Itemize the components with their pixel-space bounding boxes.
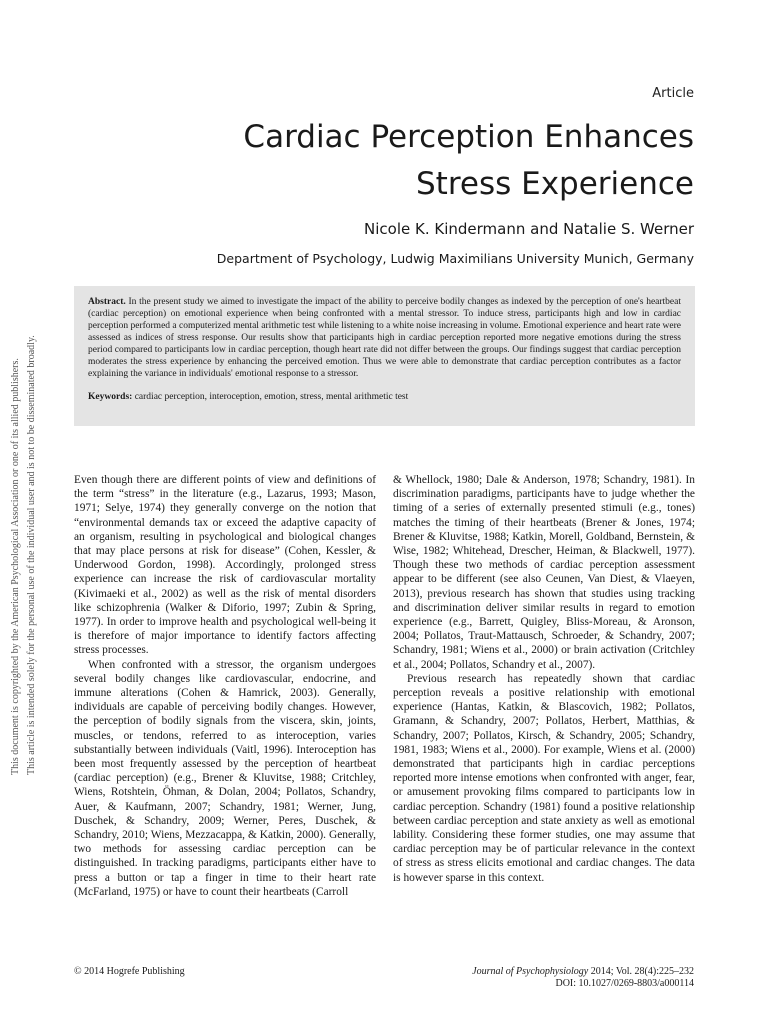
keywords-label: Keywords: bbox=[88, 392, 133, 402]
footer-journal-line bbox=[472, 966, 694, 978]
article-title bbox=[94, 114, 694, 208]
side-notice-line-2: This article is intended solely for the personal use of the individual user and is not to be disseminated broadly. bbox=[26, 335, 37, 775]
affiliation: Department of Psychology, Ludwig Maximilians University Munich, Germany bbox=[216, 251, 694, 266]
body-paragraph: When confronted with a stressor, the organism undergoes several bodily changes like cardiovascular, endocrine, and immune alterations (Cohen & Hamrick, 2003). Generally, individuals are capable of perceiving bodily changes. However, the perception of bodily signals from the viscera, skin, joints, muscles, or tendons, referred to as interoception, varies substantially between individuals (Vaitl, 1996). Interoception has been most frequently assessed by the perception of heartbeat (cardiac perception) (e.g., Brener & Kluvitse, 1988; Critchley, Wiens, Rotshtein, Öhman, & Dolan, 2004; Pollatos, Schandry, Auer, & Kaufmann, 2007; Schandry, 1981; Werner, Jung, Duschek, & Schandry, 2009; Werner, Peres, Duschek, & Schandry, 2010; Wiens, Mezzacappa, & Katkin, 2000). Generally, two methods for assessing cardiac perception can be distinguished. In tracking paradigms, participants either have to press a button or tap a finger in time to their heart rate (McFarland, 1975) or have to count their heartbeats (Carroll bbox=[74, 658, 376, 898]
journal-volume: 2014; Vol. 28(4):225–232 bbox=[588, 966, 694, 977]
abstract-text: In the present study we aimed to investigate the impact of the ability to perceive bodily changes as indexed by the perception of one's heartbeat (cardiac perception) on emotional experience when being confronted with a mental stressor. To induce stress, participants high and low in cardiac perception performed a computerized mental arithmetic test while listening to a white noise increasing in volume. Emotional experience and heart rate were assessed as indices of stress response. Our results show that participants high in cardiac perception reported more negative emotions during the stress period compared to participants low in cardiac perception, though heart rate did not differ between the groups. Our findings suggest that cardiac perception moderates the stress experience by enhancing the perceived emotion. Thus we were able to demonstrate that cardiac perception contributes as a factor explaining the variance in individuals' emotional response to a stressor. bbox=[88, 297, 682, 379]
abstract-box bbox=[74, 286, 695, 426]
footer-copyright: © 2014 Hogrefe Publishing bbox=[74, 966, 185, 977]
copyright-side-notice bbox=[6, 285, 44, 775]
body-paragraph: Previous research has repeatedly shown that cardiac perception reveals a positive relationship with emotional experience (Hantas, Katkin, & Blascovich, 1982; Pollatos, Gramann, & Schandry, 2007; Pollatos, Herbert, Matthias, & Schandry, 2007; Pollatos, Kirsch, & Schandry, 2005; Schandry, 1981, 1983; Wiens et al., 2000). For example, Wiens et al. (2000) demonstrated that participants high in cardiac perceptions reported more intense emotions when confronted with anger, fear, or amusement provoking films compared to participants low in cardiac perception. Schandry (1981) found a positive relationship between cardiac perception and state anxiety as well as emotional lability. Considering these former studies, one may assume that cardiac perception may be of particular relevance in the context of stress as stress elicits emotional and cardiac changes. The data is however sparse in this context. bbox=[393, 672, 695, 884]
abstract-paragraph bbox=[88, 296, 681, 380]
body-column-right bbox=[393, 473, 695, 885]
authors: Nicole K. Kindermann and Natalie S. Werner bbox=[364, 220, 694, 238]
side-notice-line-1: This document is copyrighted by the American Psychological Association or one of its allied publishers. bbox=[10, 358, 21, 775]
article-type-label: Article bbox=[652, 86, 694, 101]
body-paragraph: & Whellock, 1980; Dale & Anderson, 1978; Schandry, 1981). In discrimination paradigms, participants have to judge whether the timing of a series of externally presented stimuli (e.g., tones) matches the timing of their heartbeats (Brener & Jones, 1974; Brener & Kluvitse, 1988; Katkin, Morell, Goldband, Bernstein, & Wise, 1982; Whitehead, Drescher, Heiman, & Blackwell, 1977). Though these two methods of cardiac perception assessment appear to be different (see also Ceunen, Van Diest, & Vlaeyen, 2013), previous research has shown that studies using tracking and discrimination deliver similar results in regard to emotion experience (e.g., Barrett, Quigley, Bliss-Moreau, & Aronson, 2004; Pollatos, Traut-Mattausch, Schroeder, & Schandry, 2007; Schandry, 1981; Wiens et al., 2000) or brain activation (Critchley et al., 2004; Pollatos, Schandry et al., 2007). bbox=[393, 474, 695, 671]
abstract-label: Abstract. bbox=[88, 297, 126, 307]
keywords-text: cardiac perception, interoception, emotion, stress, mental arithmetic test bbox=[134, 392, 409, 402]
title-line-2: Stress Experience bbox=[415, 166, 694, 202]
body-paragraph: Even though there are different points of view and definitions of the term “stress” in the literature (e.g., Lazarus, 1993; Mason, 1971; Selye, 1974) they generally converge on the notion that “environmental demands tax or exceed the adaptive capacity of an organism, resulting in psychological and biological changes that may place persons at risk for disease” (Cohen, Kessler, & Underwood Gordon, 1998). Accordingly, prolonged stress experience can increase the risk of cardiovascular mortality (Kivimaeki et al., 2002) as well as the risk of mental disorders like schizophrenia (Walker & Diforio, 1997; Zubin & Spring, 1977). In order to improve health and psychological well-being it is therefore of major importance to identify factors affecting stress processes. bbox=[74, 474, 376, 657]
footer-citation bbox=[472, 966, 694, 990]
footer-doi: DOI: 10.1027/0269-8803/a000114 bbox=[555, 978, 694, 989]
keywords-paragraph bbox=[88, 391, 681, 403]
journal-name: Journal of Psychophysiology bbox=[472, 966, 589, 977]
body-column-left bbox=[74, 473, 376, 899]
title-line-1: Cardiac Perception Enhances bbox=[243, 119, 694, 155]
